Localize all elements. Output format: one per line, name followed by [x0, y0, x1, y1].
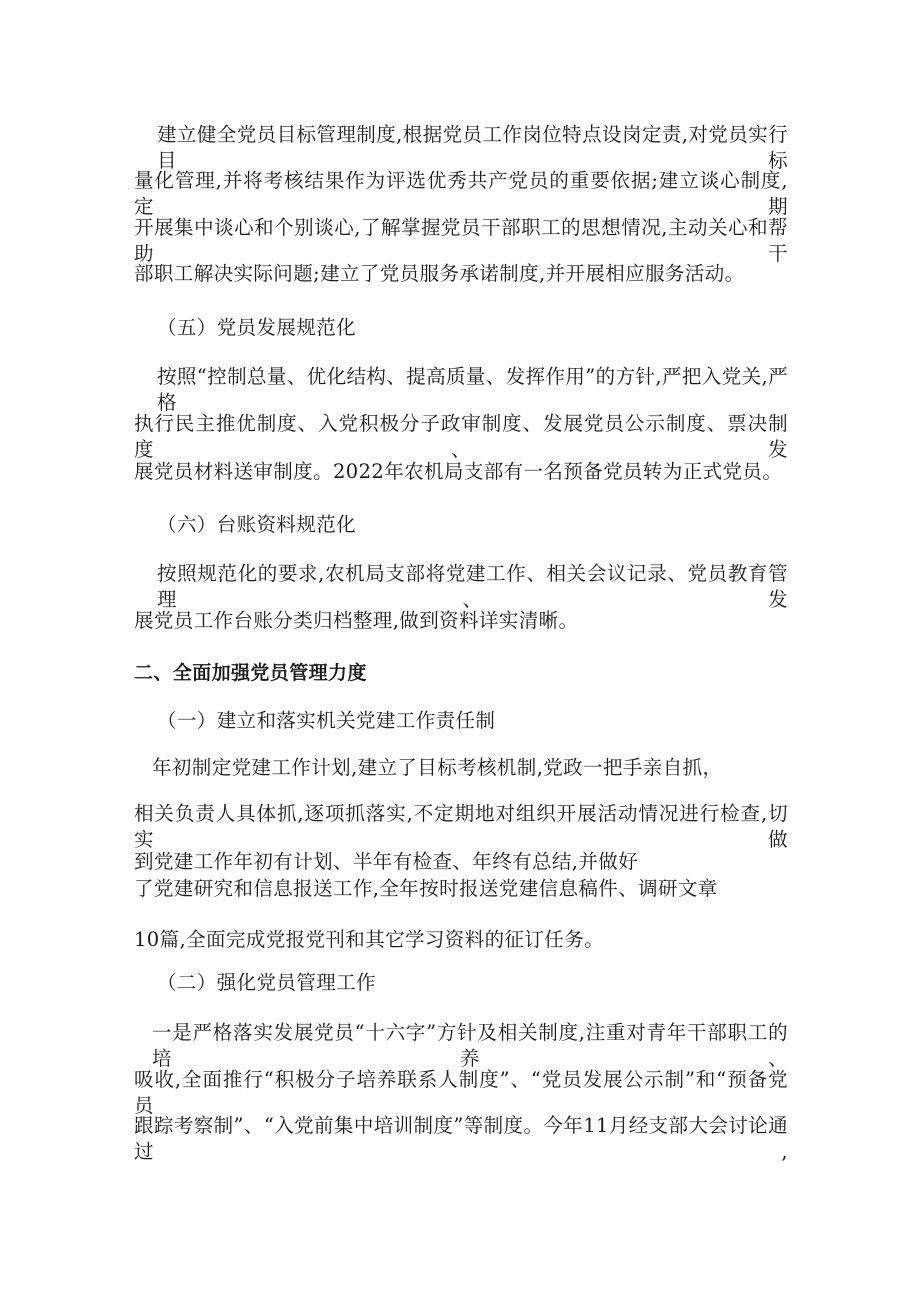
- paragraph-line-1: 建立健全党员目标管理制度,根据党员工作岗位特点设岗定责,对党员实行目标: [157, 123, 788, 172]
- paragraph-line-14: 年初制定党建工作计划,建立了目标考核机制,党政一把手亲自抓，: [152, 756, 723, 779]
- section-heading-2: （二）强化党员管理工作: [157, 971, 376, 994]
- paragraph-line-3: 开展集中谈心和个别谈心,了解掌握党员干部职工的思想情况,主动关心和帮助干: [134, 216, 788, 265]
- paragraph-line-11: 展党员工作台账分类归档整理,做到资料详实清晰。: [134, 609, 579, 632]
- paragraph-line-20: 一是严格落实发展党员“十六字”方针及相关制度,注重对青年干部职工的培养、: [152, 1021, 788, 1070]
- paragraph-line-2: 量化管理,并将考核结果作为评选优秀共产党员的重要依据;建立谈心制度,定期: [134, 169, 788, 218]
- paragraph-line-10: 按照规范化的要求,农机局支部将党建工作、相关会议记录、党员教育管理、发: [157, 562, 788, 611]
- section-heading-5: （五）党员发展规范化: [157, 316, 357, 339]
- paragraph-line-4: 部职工解决实际问题;建立了党员服务承诺制度,并开展相应服务活动。: [134, 262, 745, 285]
- paragraph-line-6: 按照“控制总量、优化结构、提高质量、发挥作用”的方针,严把入党关,严格: [157, 365, 788, 414]
- paragraph-line-21: 吸收,全面推行“积极分子培养联系人制度”、“党员发展公示制”和“预备党员: [134, 1068, 788, 1117]
- paragraph-line-16: 到党建工作年初有计划、半年有检查、年终有总结,并做好: [134, 850, 639, 873]
- paragraph-line-8: 展党员材料送审制度。2022年农机局支部有一名预备党员转为正式党员。: [134, 460, 783, 483]
- paragraph-line-22: 跟踪考察制”、“入党前集中培训制度”等制度。今年11月经支部大会讨论通过,: [134, 1114, 788, 1163]
- paragraph-line-18: 10篇,全面完成党报党刊和其它学习资料的征订任务。: [134, 928, 605, 951]
- paragraph-line-7: 执行民主推优制度、入党积极分子政审制度、发展党员公示制度、票决制度、发: [134, 412, 788, 461]
- paragraph-line-17: 了党建研究和信息报送工作,全年按时报送党建信息稿件、调研文章: [134, 877, 718, 900]
- section-heading-6: （六）台账资料规范化: [157, 513, 357, 536]
- section-heading-1: （一）建立和落实机关党建工作责任制: [157, 709, 496, 732]
- chapter-heading-2: 二、全面加强党员管理力度: [134, 662, 367, 684]
- paragraph-line-15: 相关负责人具体抓,逐项抓落实,不定期地对组织开展活动情况进行检查,切实做: [134, 802, 788, 851]
